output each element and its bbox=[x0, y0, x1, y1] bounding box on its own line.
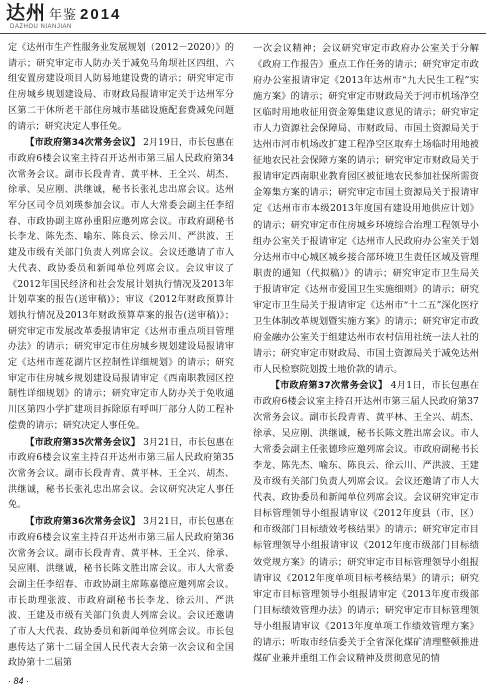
header-title: 达州 bbox=[6, 3, 47, 24]
paragraph: 定《达州市生产性服务业发展规划（2012－2020）》的请示；研究审定市人防办关于减免马角坝社区四组、六组安置房建设项目人防易地建设费的请示；研究审定市住房城乡规划建设局、市财政局报请审定关于达州军分区第二干休所老干部住房城市基础设施配套费减免问题的请示；研究决定人事任免。 bbox=[8, 43, 234, 132]
page-number: · 84 · bbox=[8, 676, 30, 686]
meeting-34-heading: 【市政府第34次常务会议】 bbox=[25, 137, 141, 149]
page-header bbox=[0, 0, 486, 38]
meeting-35-paragraph bbox=[8, 435, 234, 515]
header-subtitle: DAZHOU NIANJIAN bbox=[10, 24, 72, 30]
right-column bbox=[253, 41, 479, 667]
meeting-36-paragraph bbox=[8, 514, 234, 672]
meeting-34-text: 2月19日，市长包惠在市政府6楼会议室主持召开达州市第三届人民政府第34次常务会议。副市长段青青、黄平林、王全兴、胡杰、徐承、吴应刚、洪继诚，秘书长张礼忠出席会议。达州军分区司令员刘瑛参加会议。市人大常委会副主任李绍春、市政协副主席孙重阳应邀列席会议。市政府副秘书长李龙、陈先杰、喻东、陈良云、徐云川、严洪波、王建及市级有关部门负责人列席会议。会议还邀请了市人大代表、政协委员和新闻单位列席会议。会议审议了《2012年国民经济和社会发展计划执行情况及2013年计划草案的报告(送审稿)》；审议《2012年财政预算计划执行情况及2013年财政预算草案的报告(送审稿)》；研究审定市发展改革委报请审定《达州市重点项目管理办法》的请示；研究审定市住房城乡规划建设局报请审定《达州市莲花湖片区控制性详细规划》的请示；研究审定市住房城乡规划建设局报请审定《西南职教园区控制性详细规划》的请示；研究审定市人防办关于免收通川区第四小学扩建项目拆除原有呼叫厂部分人防工程补偿费的请示；研究决定人事任免。 bbox=[8, 138, 234, 431]
meeting-37-paragraph bbox=[253, 378, 479, 667]
meeting-35-text: 3月21日，市长包惠在市政府6楼会议室主持召开达州市第三届人民政府第35次常务会议。副市长段青青、黄平林、王全兴、胡杰、洪继诚，秘书长张礼忠出席会议。会议研究决定人事任免。 bbox=[8, 437, 234, 511]
header-rule bbox=[0, 33, 486, 34]
meeting-34-paragraph bbox=[8, 135, 234, 434]
meeting-37-text: 4月1日，市长包惠在市政府6楼会议室主持召开达州市第三届人民政府第37次常务会议。副市长段青青、黄平林、王全兴、胡杰、徐承、吴应刚、洪继诚，秘书长陈文胜出席会议。市人大常委会副主任张德珍应邀列席会议。市政府副秘书长李龙、陈先杰、喻东、陈良云、徐云川、严洪波、王建及市级有关部门负责人列席会议。会议还邀请了市人大代表、政协委员和新闻单位列席会议。会议研究审定市目标管理领导小组报请审议《2012年度县（市、区）和市级部门目标绩效考核结果》的请示；研究审定市目标管理领导小组报请审议《2012年度市级部门目标绩效党规方案》的请示；研究审定市目标管理领导小组报请审议《2012年度单项目标考核结果》的请示；研究审定市目标管理领导小组报请审定《2013年度市级部门目标绩效管理办法》的请示；研究审定市目标管理领导小组报请审议《2013年度单项工作绩效管理方案》的请示；听取市经信委关于全省深化煤矿清理整顿推进煤矿业兼并重组工作会议精神及贯彻意见的情 bbox=[253, 379, 479, 664]
paragraph: 一次会议精神；会议研究审定市政府办公室关于分解《政府工作报告》重点工作任务的请示；研究审定市政府办公室报请审定《2013年达州市“九大民生工程”实施方案》的请示；研究审定市财政局关于河市机场净空区临时用地收征用资金筹集建议意见的请示；研究审定市人力资源社会保障局、市财政局、市国土资源局关于达州市河市机场改扩建工程净空区取弃土场临时用地被征地农民社会保障方案的请示；研究审定市财政局关于报请审定西南职业教育园区被征地农民参加社保所需资金筹集方案的请示；研究审定市国土资源局关于报请审定《达州市市本级2013年度国有建设用地供应计划》的请示；研究审定市住房城乡环境综合治理工程领导小组办公室关于报请审定《达州市人民政府办公室关于划分达州市中心城区城乡接合部环境卫生责任区域及管理职责的通知（代拟稿）》的请示；研究审定市卫生局关于报请审定《达州市爱国卫生实施细则》的请示；研究审定市卫生局关于报请审定《达州市“十二五”深化医疗卫生体制改革规划暨实施方案》的请示；研究审定市政府金融办公室关于组建达州市农村信用社统一法人社的请示；研究审定市财政局、市国土资源局关于减免达州市人民检察院划拨土地价款的请示。 bbox=[253, 43, 479, 375]
meeting-37-heading: 【市政府第37次常务会议】 bbox=[270, 379, 388, 391]
meeting-36-heading: 【市政府第36次常务会议】 bbox=[25, 516, 141, 528]
left-column bbox=[8, 41, 234, 672]
header-year-label: 年鉴 bbox=[49, 7, 78, 22]
meeting-35-heading: 【市政府第35次常务会议】 bbox=[25, 436, 141, 448]
header-year: 2014 bbox=[80, 6, 122, 23]
yearbook-title bbox=[6, 4, 121, 25]
meeting-36-text: 3月21日，市长包惠在市政府6楼会议室主持召开达州市第三届人民政府第36次常务会议。副市长段青青、黄平林、王全兴、徐承、吴应刚、洪继诚，秘书长陈文胜出席会议。市人大常委会副主任李绍春、市政协副主席陈嘉德应邀列席会议。市长助理张波、市政府副秘书长李龙、徐云川、严洪波、王建及市级有关部门负责人列席会议。会议还邀请了市人大代表、政协委员和新闻单位列席会议。市长包惠传达了第十二届全国人民代表大会第一次会议和全国政协第十二届第 bbox=[8, 517, 234, 669]
